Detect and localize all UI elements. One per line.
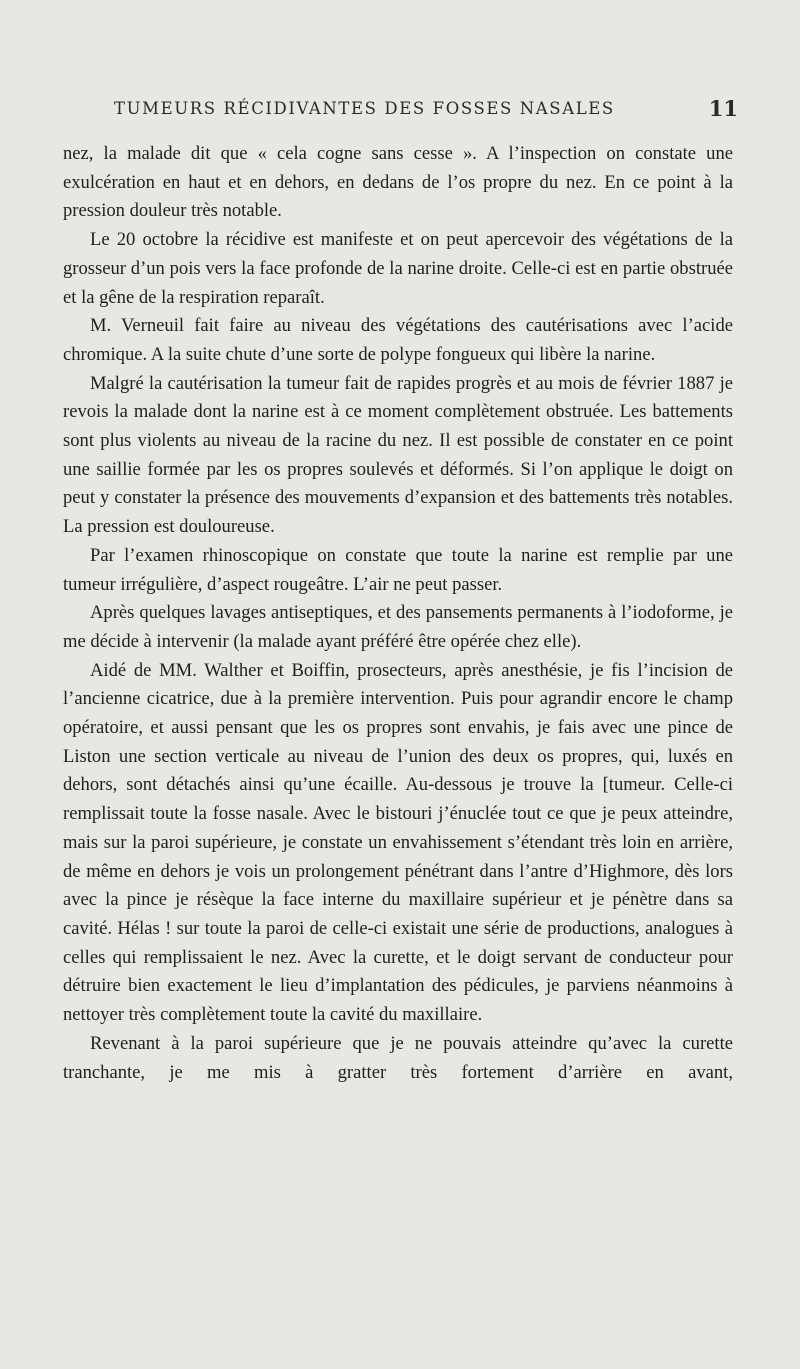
running-title: TUMEURS RÉCIDIVANTES DES FOSSES NASALES (114, 99, 615, 118)
paragraph-recidive: Le 20 octobre la récidive est manifeste et on peut apercevoir des végétations de la grosseur d’un pois vers la face profonde de la narine droite. Celle-ci est en partie obstruée et la gêne de la respiration reparaît. (63, 229, 733, 308)
paragraph-continuation: nez, la malade dit que « cela cogne sans cesse ». A l’inspection on constate une exulcération en haut et en dehors, en dedans de l’os propre du nez. En ce point à la pression douleur très notable. (63, 143, 733, 222)
paragraph-paroi-superieure: Revenant à la paroi supérieure que je ne pouvais atteindre qu’avec la curette tranchante, je me mis à gratter très fortement d’arrière en avant, (63, 1032, 733, 1083)
paragraph-examen: Par l’examen rhinoscopique on constate que toute la narine est remplie par une tumeur irrégulière, d’aspect rougeâtre. L’air ne peut passer. (63, 544, 733, 595)
running-header (60, 96, 740, 125)
paragraph-operation: Aidé de MM. Walther et Boiffin, prosecteurs, après anesthésie, je fis l’incision de l’ancienne cicatrice, due à la première intervention. Puis pour agrandir encore le champ opératoire, et aussi pensant que les os propres sont envahis, je fais avec une pince de Liston une section verticale au niveau de l’union des deux os propres, qui, luxés en dehors, sont détachés ainsi qu’une écaille. Au-dessous je trouve la [tumeur. Celle-ci remplissait toute la fosse nasale. Avec le bistouri j’énuclée tout ce que je peux atteindre, mais sur la paroi supérieure, je constate un envahissement s’étendant très loin en arrière, de même en dehors je vois un prolongement pénétrant dans l’antre d’Highmore, dès lors avec la pince je résèque la face interne du maxillaire supérieur et je pénètre dans sa cavité. Hélas ! sur toute la paroi de celle-ci existait une série de productions, analogues à celles qui remplissaient le nez. Avec la curette, et le doigt servant de conducteur pour détruire bien exactement le lieu d’implantation des pédicules, je parviens néanmoins à nettoyer très complètement toute la cavité du maxillaire. (63, 659, 733, 1026)
paragraph-progres: Malgré la cautérisation la tumeur fait de rapides progrès et au mois de février 1887 je revois la malade dont la narine est à ce moment complètement obstruée. Les battements sont plus violents au niveau de la racine du nez. Il est possible de constater en ce point une saillie formée par les os propres soulevés et déformés. Si l’on applique le doigt on peut y constater la présence des mouvements d’expansion et des battements très notables. La pression est douloureuse. (63, 372, 733, 538)
body-text (63, 140, 733, 1087)
paragraph-cauterisations: M. Verneuil fait faire au niveau des végétations des cautérisations avec l’acide chromique. A la suite chute d’une sorte de polype fongueux qui libère la narine. (63, 315, 733, 365)
paragraph-intervention: Après quelques lavages antiseptiques, et des pansements permanents à l’iodoforme, je me décide à intervenir (la malade ayant préféré être opérée chez elle). (63, 602, 733, 652)
page-number: 11 (708, 96, 738, 121)
